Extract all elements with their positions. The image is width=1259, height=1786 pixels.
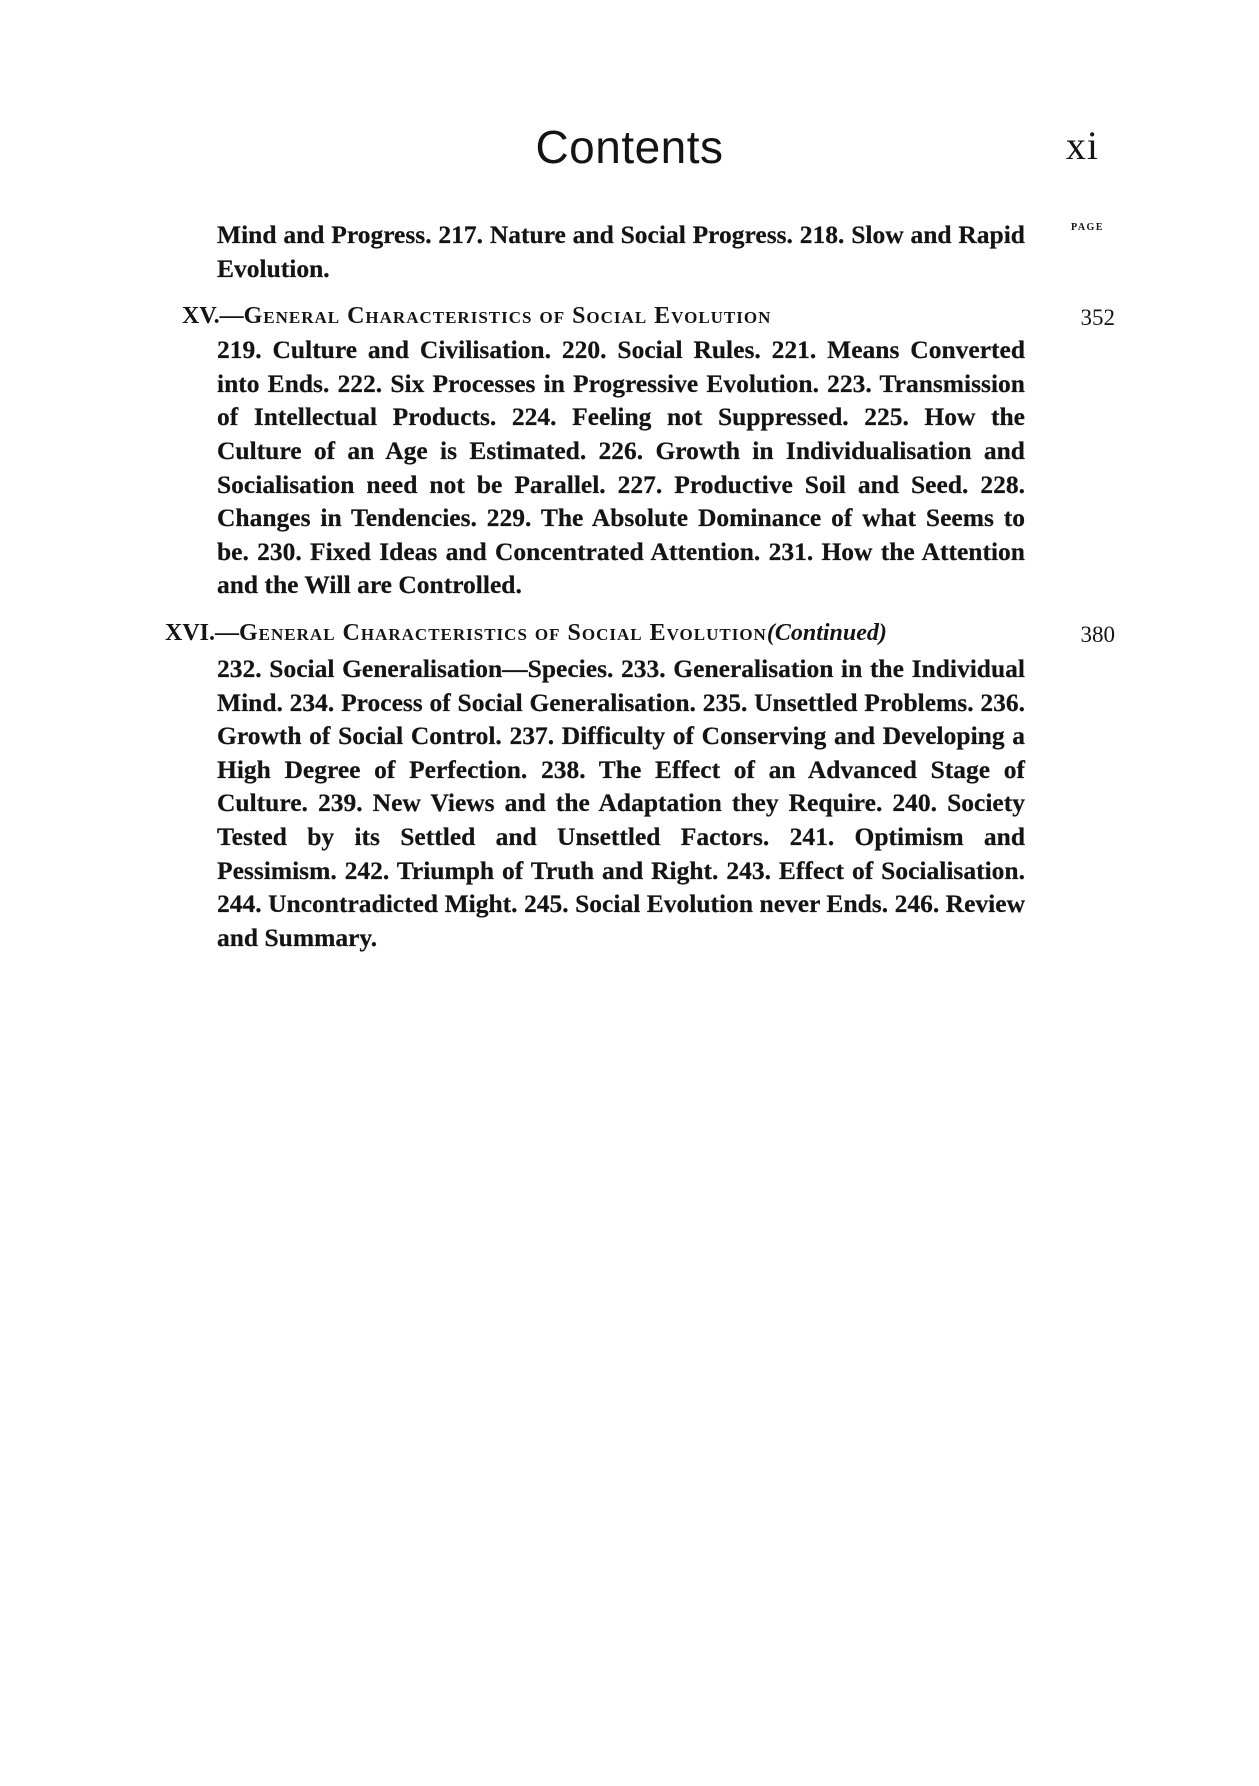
chapter-heading [165,616,1115,650]
continued-entry-text: Mind and Progress. 217. Nature and Social Progress. 218. Slow and Rapid Evolution. [217,220,1025,283]
page-number: xi [1065,123,1099,168]
chapter-numeral: XV.— [182,303,244,330]
chapter-heading [182,299,1115,333]
chapter-entry-xvi [165,616,1115,954]
table-of-contents [165,218,1115,954]
chapter-title: General Characteristics of Social Evolution [243,303,772,330]
chapter-continued-note: (Continued) [766,619,887,646]
chapter-sections-text: 219. Culture and Civilisation. 220. Social Rules. 221. Means Converted into Ends. 222. Six Processes in Progressive Evolution. 223. Transmission of Intellectual Products. 224. Feeling not Suppressed. 225. How the Culture of an Age is Estimated. 226. Growth in Individualisation and Socialisation need not be Parallel. 227. Productive Soil and Seed. 228. Changes in Tendencies. 229. The Absolute Dominance of what Seems to be. 230. Fixed Ideas and Concentrated Attention. 231. How the Attention and the Will are Controlled. [217,335,1025,600]
chapter-title: General Characteristics of Social Evolution [239,619,767,646]
running-head [0,120,1259,190]
chapter-numeral: XVI.— [165,619,240,646]
chapter-page-number: 380 [1080,621,1115,647]
chapter-sections-text: 232. Social Generalisation—Species. 233. Generalisation in the Individual Mind. 234. Process of Social Generalisation. 235. Unsettled Problems. 236. Growth of Social Control. 237. Difficulty of Conserving and Developing a High Degree of Perfection. 238. The Effect of an Advanced Stage of Culture. 239. New Views and the Adaptation they Require. 240. Society Tested by its Settled and Unsettled Factors. 241. Optimism and Pessimism. 242. Triumph of Truth and Right. 243. Effect of Socialisation. 244. Uncontradicted Might. 245. Social Evolution never Ends. 246. Review and Summary. [217,653,1025,952]
page-column-label: PAGE [1070,222,1104,233]
page-title: Contents [535,121,724,173]
chapter-page-number: 352 [1080,305,1115,331]
chapter-entry-xv [165,299,1115,602]
